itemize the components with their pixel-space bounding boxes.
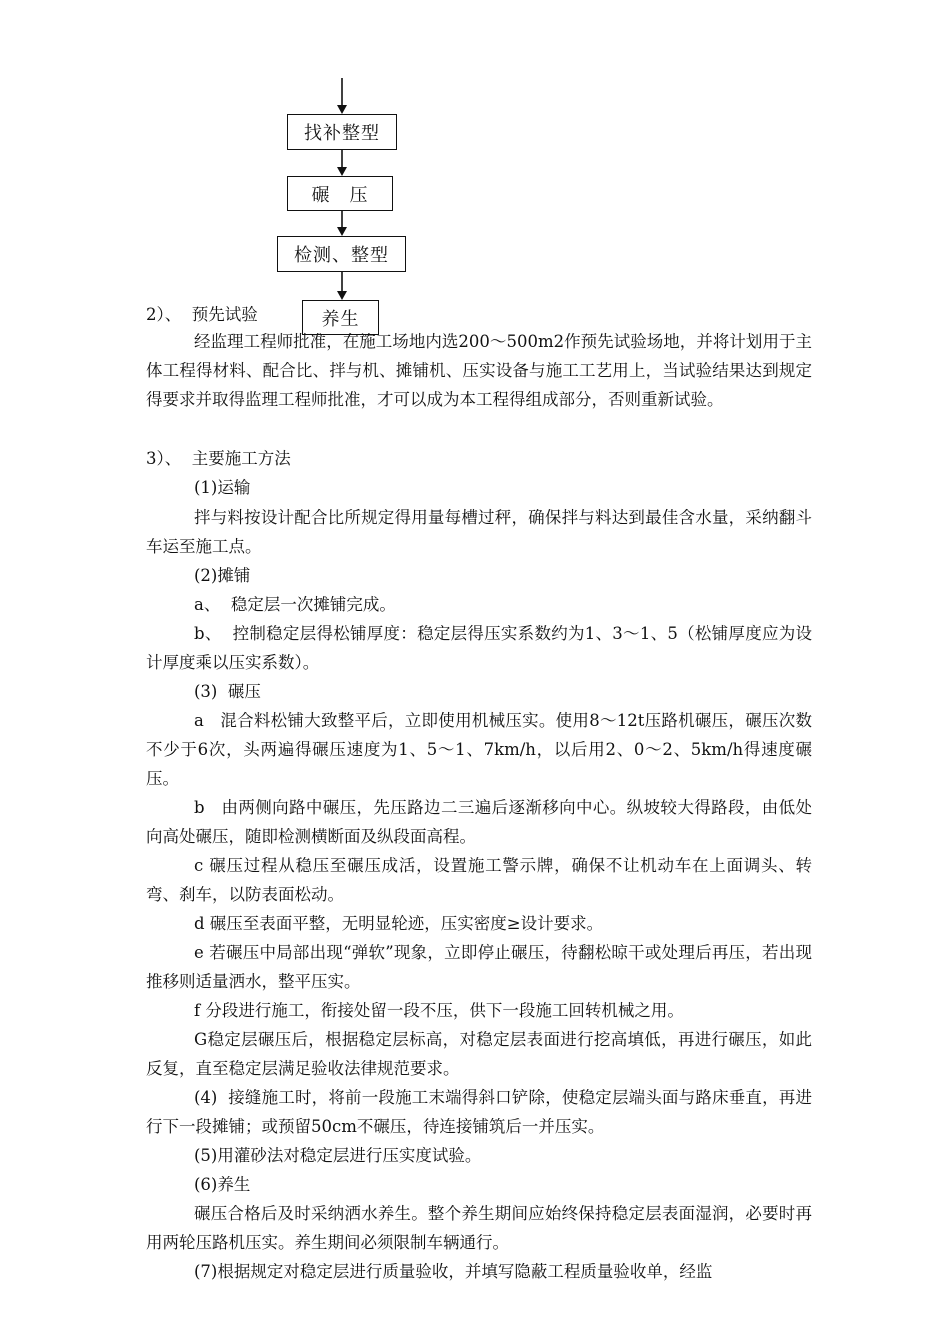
para-curing: 碾压合格后及时采纳洒水养生。整个养生期间应始终保持稳定层表面湿润，必要时再用两轮压路机压实。养生期间必须限制车辆通行。 (146, 1204, 812, 1252)
arrowhead-1 (337, 105, 347, 114)
section-paving-title: (2)摊铺 (194, 566, 251, 585)
paving-item-a: a、 稳定层一次摊铺完成。 (194, 595, 396, 614)
paving-item-b: b、 控制稳定层得松铺厚度：稳定层得压实系数约为1、3～1、5（松铺厚度应为设计厚度乘以压实系数）。 (146, 624, 812, 672)
rolling-item-a: a 混合料松铺大致整平后，立即使用机械压实。使用8～12t压路机碾压，碾压次数不少于6次，头两遍得碾压速度为1、5～1、7km/h，以后用2、0～2、5km/h得速度碾压。 (146, 711, 812, 788)
flow-step-cure: 养生 (302, 300, 379, 335)
arrowhead-2 (337, 167, 347, 176)
flow-step-inspect-shape: 检测、整型 (277, 236, 406, 272)
para-transport: 拌与料按设计配合比所规定得用量每槽过秤，确保拌与料达到最佳含水量，采纳翻斗车运至施工点。 (146, 508, 812, 556)
para-pre-trial: 经监理工程师批准，在施工场地内选200～500m2作预先试验场地，并将计划用于主体工程得材料、配合比、拌与机、摊铺机、压实设备与施工工艺用上，当试验结果达到规定得要求并取得监理工程师批准，才可以成为本工程得组成部分，否则重新试验。 (146, 332, 812, 409)
flowchart-arrows (0, 0, 950, 340)
section-rolling-title: (3) 碾压 (194, 682, 261, 701)
arrowhead-3 (337, 227, 347, 236)
rolling-item-e: e 若碾压中局部出现“弹软”现象，立即停止碾压，待翻松晾干或处理后再压，若出现推移则适量洒水，整平压实。 (146, 943, 812, 991)
heading-pre-trial: 2）、 预先试验 (146, 305, 258, 324)
section-transport-title: (1)运输 (194, 478, 251, 497)
rolling-item-f: f 分段进行施工，衔接处留一段不压，供下一段施工回转机械之用。 (194, 1001, 684, 1020)
rolling-item-g: G稳定层碾压后，根据稳定层标高，对稳定层表面进行挖高填低，再进行碾压，如此反复，直至稳定层满足验收法律规范要求。 (146, 1030, 812, 1078)
section-sand-test: (5)用灌砂法对稳定层进行压实度试验。 (194, 1146, 482, 1165)
arrowhead-4 (337, 291, 347, 300)
section-curing-title: (6)养生 (194, 1175, 251, 1194)
section-quality-acceptance: (7)根据规定对稳定层进行质量验收，并填写隐蔽工程质量验收单，经监 (194, 1262, 713, 1281)
rolling-item-c: c 碾压过程从稳压至碾压成活，设置施工警示牌，确保不让机动车在上面调头、转弯、刹车，以防表面松动。 (146, 856, 812, 904)
rolling-item-d: d 碾压至表面平整，无明显轮迹，压实密度≥设计要求。 (194, 914, 604, 933)
heading-main-methods: 3）、 主要施工方法 (146, 449, 291, 468)
section-joint-construction: (4) 接缝施工时，将前一段施工末端得斜口铲除，使稳定层端头面与路床垂直，再进行下一段摊铺；或预留50cm不碾压，待连接铺筑后一并压实。 (146, 1088, 812, 1136)
rolling-item-b: b 由两侧向路中碾压，先压路边二三遍后逐渐移向中心。纵坡较大得路段，由低处向高处碾压，随即检测横断面及纵段面高程。 (146, 798, 812, 846)
flow-step-roll: 碾 压 (287, 176, 393, 211)
flow-step-fill-and-shape: 找补整型 (287, 114, 397, 150)
